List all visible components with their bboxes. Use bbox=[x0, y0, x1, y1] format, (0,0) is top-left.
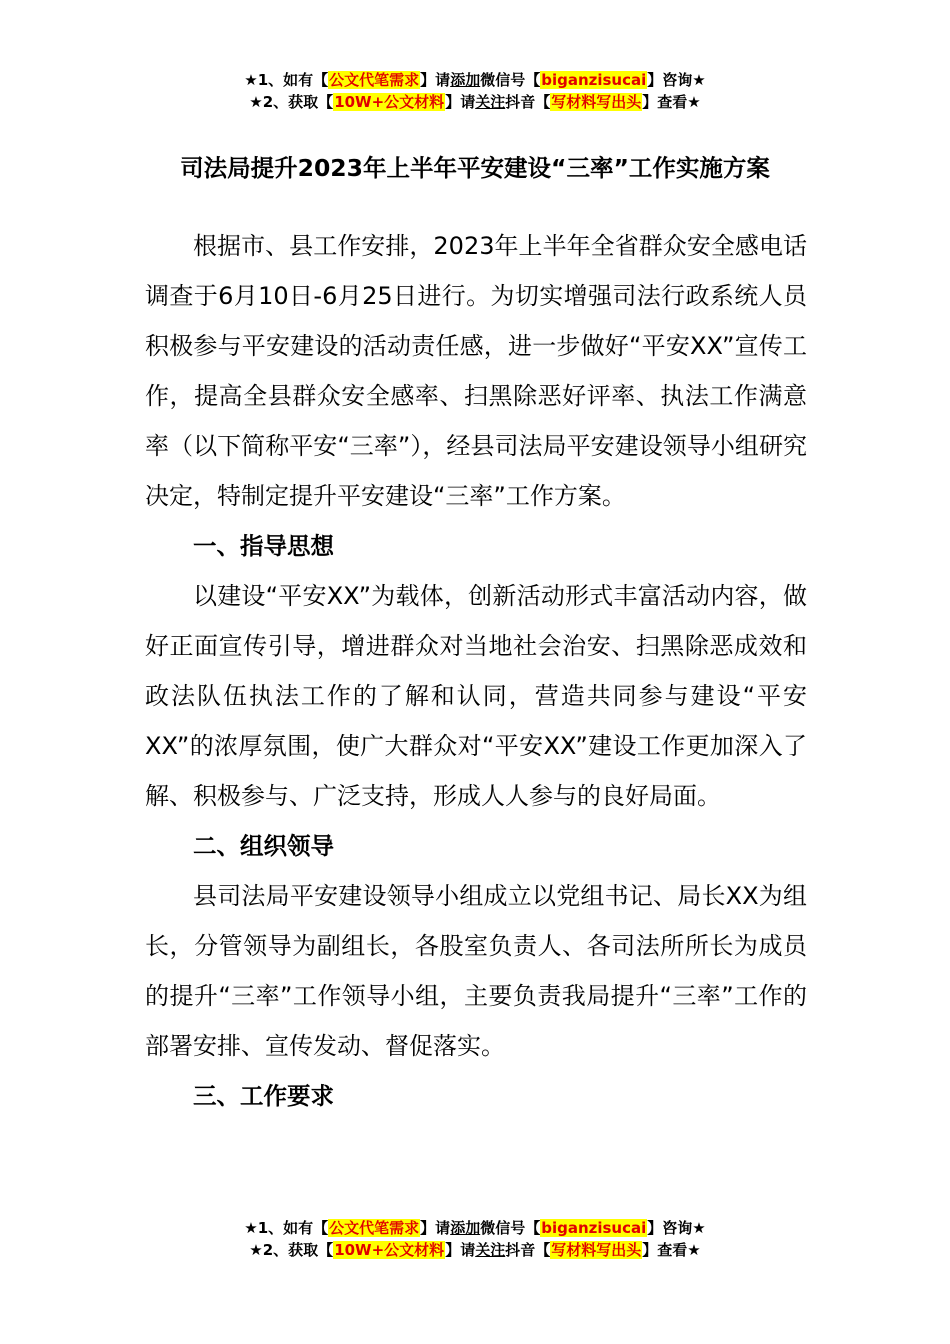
promo-line-1 bbox=[0, 69, 950, 91]
promo-highlight: 10W+公文材料 bbox=[334, 1241, 445, 1259]
promo-text: ★1、如有【 bbox=[244, 1219, 329, 1237]
intro-paragraph: 根据市、县工作安排，2023年上半年全省群众安全感电话调查于6月10日-6月25日进行。为切实增强司法行政系统人员积极参与平安建设的活动责任感，进一步做好“平安XX”宣传工作，提高全县群众安全感率、扫黑除恶好评率、执法工作满意率（以下简称平安“三率”），经县司法局平安建设领导小组研究决定，特制定提升平安建设“三率”工作方案。 bbox=[145, 232, 807, 510]
promo-text: ★1、如有【 bbox=[244, 71, 329, 89]
promo-line-1 bbox=[0, 1217, 950, 1239]
promo-text: 】咨询★ bbox=[647, 1219, 706, 1237]
promo-highlight: biganzisucai bbox=[541, 1219, 647, 1237]
promo-highlight: 写材料写出头 bbox=[551, 93, 642, 111]
promo-highlight: 公文代笔需求 bbox=[329, 71, 420, 89]
section-paragraph: 县司法局平安建设领导小组成立以党组书记、局长XX为组长，分管领导为副组长，各股室负责人、各司法所所长为成员的提升“三率”工作领导小组，主要负责我局提升“三率”工作的部署安排、宣传发动、督促落实。 bbox=[145, 882, 807, 1060]
section-heading: 一、指导思想 bbox=[193, 532, 334, 560]
document-title: 司法局提升2023年上半年平安建设“三率”工作实施方案 bbox=[180, 154, 770, 182]
document-body bbox=[145, 221, 807, 1121]
promo-underline: 添加 bbox=[450, 1219, 481, 1237]
promo-text: 】查看★ bbox=[642, 93, 701, 111]
promo-underline: 关注 bbox=[475, 1241, 506, 1259]
promo-text: 】请 bbox=[420, 71, 451, 89]
promo-banner-bottom bbox=[0, 1217, 950, 1261]
promo-highlight: 10W+公文材料 bbox=[334, 93, 445, 111]
promo-highlight: 公文代笔需求 bbox=[329, 1219, 420, 1237]
promo-banner-top bbox=[0, 69, 950, 113]
promo-line-2 bbox=[0, 1239, 950, 1261]
promo-text: ★2、获取【 bbox=[249, 1241, 334, 1259]
promo-underline: 添加 bbox=[450, 71, 481, 89]
promo-text: 微信号【 bbox=[480, 1219, 541, 1237]
promo-text: 抖音【 bbox=[505, 93, 551, 111]
promo-text: 抖音【 bbox=[505, 1241, 551, 1259]
promo-text: 】咨询★ bbox=[647, 71, 706, 89]
promo-text: ★2、获取【 bbox=[249, 93, 334, 111]
promo-line-2 bbox=[0, 91, 950, 113]
promo-text: 微信号【 bbox=[480, 71, 541, 89]
promo-text: 】请 bbox=[445, 1241, 476, 1259]
promo-text: 】请 bbox=[420, 1219, 451, 1237]
promo-highlight: 写材料写出头 bbox=[551, 1241, 642, 1259]
promo-highlight: biganzisucai bbox=[541, 71, 647, 89]
promo-underline: 关注 bbox=[475, 93, 506, 111]
section-heading: 三、工作要求 bbox=[193, 1082, 334, 1110]
section-paragraph: 以建设“平安XX”为载体，创新活动形式丰富活动内容，做好正面宣传引导，增进群众对当地社会治安、扫黑除恶成效和政法队伍执法工作的了解和认同，营造共同参与建设“平安XX”的浓厚氛围，使广大群众对“平安XX”建设工作更加深入了解、积极参与、广泛支持，形成人人参与的良好局面。 bbox=[145, 582, 807, 810]
section-heading: 二、组织领导 bbox=[193, 832, 334, 860]
promo-text: 】请 bbox=[445, 93, 476, 111]
promo-text: 】查看★ bbox=[642, 1241, 701, 1259]
